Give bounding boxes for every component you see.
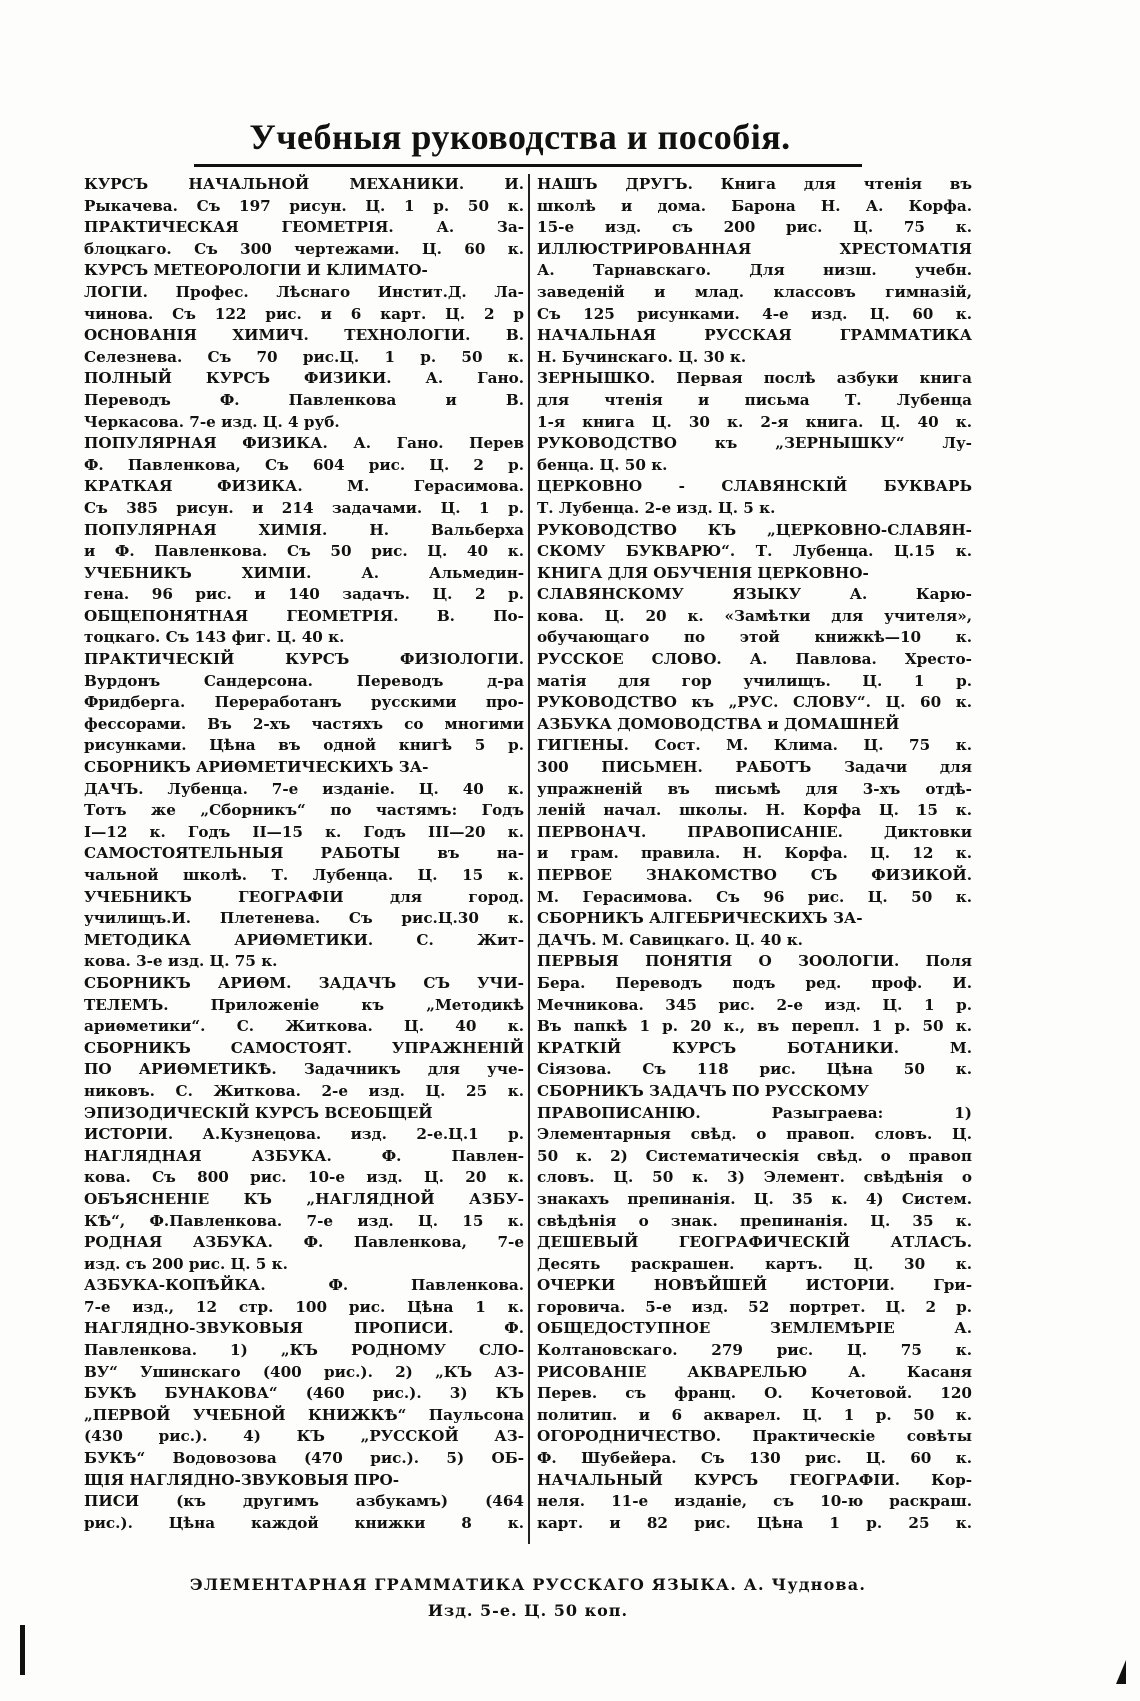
right-column-line: НАЧАЛЬНАЯ РУССКАЯ ГРАММАТИКА xyxy=(537,326,972,345)
left-column-line: НАГЛЯДНАЯ АЗБУКА. Ф. Павлен- xyxy=(84,1146,524,1165)
right-column-line: ДЕШЕВЫЙ ГЕОГРАФИЧЕСКІЙ АТЛАСЪ. xyxy=(537,1233,972,1252)
left-column-line: рис.). Цѣна каждой книжки 8 к. xyxy=(84,1513,524,1532)
right-column-line: СЛАВЯНСКОМУ ЯЗЫКУ А. Карю- xyxy=(537,585,972,604)
right-column-line: школѣ и дома. Барона Н. А. Корфа. xyxy=(537,196,972,215)
right-column-line: АЗБУКА ДОМОВОДСТВА и ДОМАШНЕЙ xyxy=(537,714,900,733)
right-column-line: кова. Ц. 20 к. «Замѣтки для учителя», xyxy=(537,606,972,625)
left-column-line: рисунками. Цѣна въ одной книгѣ 5 р. xyxy=(84,736,524,755)
left-column-line: САМОСТОЯТЕЛЬНЫЯ РАБОТЫ въ на- xyxy=(84,844,524,863)
left-column-line: ВУ“ Ушинскаго (400 рис.). 2) „КЪ АЗ- xyxy=(84,1362,524,1381)
right-column-line: Элементарныя свѣд. о правоп. словъ. Ц. xyxy=(537,1125,972,1144)
left-column-line: НАГЛЯДНО-ЗВУКОВЫЯ ПРОПИСИ. Ф. xyxy=(84,1319,524,1338)
right-column-line: словъ. Ц. 50 к. 3) Элемент. свѣдѣнія о xyxy=(537,1168,972,1187)
left-column-line: кова. Съ 800 рис. 10-е изд. Ц. 20 к. xyxy=(84,1168,524,1187)
right-column-line: заведеній и млад. классовъ гимназій, xyxy=(537,282,972,301)
left-column-line: УЧЕБНИКЪ ХИМІИ. А. Альмедин- xyxy=(84,563,524,582)
left-column-line: Фридберга. Переработанъ русскими про- xyxy=(84,693,524,712)
right-column-line: М. Герасимова. Съ 96 рис. Ц. 50 к. xyxy=(537,887,972,906)
right-column-line: Съ 125 рисунками. 4-е изд. Ц. 60 к. xyxy=(537,304,972,323)
left-column-line: КУРСЪ НАЧАЛЬНОЙ МЕХАНИКИ. И. xyxy=(84,175,524,193)
scan-corner-mark xyxy=(1116,1660,1126,1684)
left-column-line: КУРСЪ МЕТЕОРОЛОГІИ И КЛИМАТО- xyxy=(84,261,428,280)
left-column-line: фессорами. Въ 2-хъ частяхъ со многими xyxy=(84,714,524,733)
right-column-line: бенца. Ц. 50 к. xyxy=(537,455,668,474)
right-column-line: ПЕРВЫЯ ПОНЯТІЯ О ЗООЛОГІИ. Поля xyxy=(537,952,972,971)
left-column-line: ариѳметики“. С. Житкова. Ц. 40 к. xyxy=(84,1017,524,1036)
left-column-line: 7-е изд., 12 стр. 100 рис. Цѣна 1 к. xyxy=(84,1297,524,1316)
right-column-line: 300 ПИСЬМЕН. РАБОТЪ Задачи для xyxy=(537,758,972,777)
right-column-line: РУКОВОДСТВО къ „РУС. СЛОВУ“. Ц. 60 к. xyxy=(537,693,972,712)
right-column-line: СБОРНИКЪ АЛГЕБРИЧЕСКИХЪ ЗА- xyxy=(537,909,863,928)
right-column-line: неля. 11-е изданіе, съ 10-ю раскраш. xyxy=(537,1492,972,1511)
right-column-line: Т. Лубенца. 2-е изд. Ц. 5 к. xyxy=(537,498,776,517)
left-column-line: КРАТКАЯ ФИЗИКА. М. Герасимова. xyxy=(84,477,524,496)
left-column-line: МЕТОДИКА АРИѲМЕТИКИ. С. Жит- xyxy=(84,930,524,949)
right-column-line: Н. Бучинскаго. Ц. 30 к. xyxy=(537,347,747,366)
right-column-line: А. Тарнавскаго. Для низш. учебн. xyxy=(537,261,972,280)
left-column-line: ПРАКТИЧЕСКІЙ КУРСЪ ФИЗІОЛОГІИ. xyxy=(84,650,524,669)
right-column-line: РУССКОЕ СЛОВО. А. Павлова. Хресто- xyxy=(537,650,972,669)
left-column-line: Переводъ Ф. Павленкова и В. xyxy=(84,390,524,409)
right-column-line: ИЛЛЮСТРИРОВАННАЯ ХРЕСТОМАТІЯ xyxy=(537,239,972,258)
left-column-line: ИСТОРІИ. А.Кузнецова. изд. 2-е.Ц.1 р. xyxy=(84,1125,524,1144)
column-divider xyxy=(528,174,530,1544)
right-column-line: Колтановскаго. 279 рис. Ц. 75 к. xyxy=(537,1341,972,1360)
right-column-line: Въ папкѣ 1 р. 20 к., въ перепл. 1 р. 50 к. xyxy=(537,1017,972,1036)
left-column-line: СБОРНИКЪ АРИѲМ. ЗАДАЧЪ СЪ УЧИ- xyxy=(84,973,524,992)
right-column-line: НАШЪ ДРУГЪ. Книга для чтенія въ xyxy=(537,175,972,193)
right-column-line: Мечникова. 345 рис. 2-е изд. Ц. 1 р. xyxy=(537,995,972,1014)
right-column-line: ПЕРВОНАЧ. ПРАВОПИСАНІЕ. Диктовки xyxy=(537,822,972,841)
right-column-line: ЗЕРНЫШКО. Первая послѣ азбуки книга xyxy=(537,369,972,388)
left-column-line: РОДНАЯ АЗБУКА. Ф. Павленкова, 7-е xyxy=(84,1233,524,1252)
right-column-line: 15-е изд. съ 200 рис. Ц. 75 к. xyxy=(537,218,972,237)
left-column-line: І—12 к. Годъ ІІ—15 к. Годъ ІІІ—20 к. xyxy=(84,822,524,841)
right-column-line: 1-я книга Ц. 30 к. 2-я книга. Ц. 40 к. xyxy=(537,412,972,431)
right-column-line: КРАТКІЙ КУРСЪ БОТАНИКИ. М. xyxy=(537,1038,972,1057)
left-column-line: Съ 385 рисун. и 214 задачами. Ц. 1 р. xyxy=(84,498,524,517)
left-column-line: СБОРНИКЪ САМОСТОЯТ. УПРАЖНЕНІЙ xyxy=(84,1038,524,1057)
left-column-line: Рыкачева. Съ 197 рисун. Ц. 1 р. 50 к. xyxy=(84,196,524,215)
right-column-line: Сіязова. Съ 118 рис. Цѣна 50 к. xyxy=(537,1060,972,1079)
right-column-line: матія для гор училищъ. Ц. 1 р. xyxy=(537,671,972,690)
scan-edge-mark xyxy=(20,1625,25,1675)
left-column-line: и Ф. Павленкова. Съ 50 рис. Ц. 40 к. xyxy=(84,542,524,561)
heading-underline xyxy=(194,164,862,167)
right-column-line: КНИГА ДЛЯ ОБУЧЕНІЯ ЦЕРКОВНО- xyxy=(537,563,869,582)
left-column-line: ЛОГІИ. Профес. Лѣснаго Инстит.Д. Ла- xyxy=(84,282,524,301)
right-column-line: леній начал. школы. Н. Корфа Ц. 15 к. xyxy=(537,801,972,820)
right-column-line: ДАЧЪ. М. Савицкаго. Ц. 40 к. xyxy=(537,930,803,949)
left-column-line: ПРАКТИЧЕСКАЯ ГЕОМЕТРІЯ. А. За- xyxy=(84,218,524,237)
left-column-line: Ф. Павленкова, Съ 604 рис. Ц. 2 р. xyxy=(84,455,524,474)
right-column-line: РУКОВОДСТВО КЪ „ЦЕРКОВНО-СЛАВЯН- xyxy=(537,520,972,539)
left-column-line: ЩІЯ НАГЛЯДНО-ЗВУКОВЫЯ ПРО- xyxy=(84,1470,400,1489)
left-column-line: чинова. Съ 122 рис. и 6 карт. Ц. 2 р xyxy=(84,304,524,323)
right-column-line: Перев. съ франц. О. Кочетовой. 120 xyxy=(537,1384,972,1403)
right-column-line: ОГОРОДНИЧЕСТВО. Практическіе совѣты xyxy=(537,1427,972,1446)
right-column-line: обучающаго по этой книжкѣ—10 к. xyxy=(537,628,972,647)
left-column-line: гена. 96 рис. и 140 задачъ. Ц. 2 р. xyxy=(84,585,524,604)
right-column-line: Ф. Шубейера. Съ 130 рис. Ц. 60 к. xyxy=(537,1449,972,1468)
left-column-line: СБОРНИКЪ АРИѲМЕТИЧЕСКИХЪ ЗА- xyxy=(84,758,429,777)
left-column-line: кова. 3-е изд. Ц. 75 к. xyxy=(84,952,278,971)
left-column-line: ДАЧЪ. Лубенца. 7-е изданіе. Ц. 40 к. xyxy=(84,779,524,798)
left-column-line: Тотъ же „Сборникъ“ по частямъ: Годъ xyxy=(84,801,524,820)
left-column-line: Павленкова. 1) „КЪ РОДНОМУ СЛО- xyxy=(84,1341,524,1360)
right-column-line: СКОМУ БУКВАРЮ“. Т. Лубенца. Ц.15 к. xyxy=(537,542,972,561)
left-column-line: блоцкаго. Съ 300 чертежами. Ц. 60 к. xyxy=(84,239,524,258)
left-column-line: училищъ.И. Плетенева. Съ рис.Ц.30 к. xyxy=(84,909,524,928)
left-column-line: ОБЩЕПОНЯТНАЯ ГЕОМЕТРІЯ. В. По- xyxy=(84,606,524,625)
right-column xyxy=(537,174,972,1534)
left-column-line: „ПЕРВОЙ УЧЕБНОЙ КНИЖКѢ“ Паульсона xyxy=(84,1405,524,1424)
footer-price: Изд. 5-е. Ц. 50 коп. xyxy=(427,1601,629,1620)
left-column-line: БУКѢ БУНАКОВА“ (460 рис.). 3) КЪ xyxy=(84,1384,524,1403)
right-column-line: и грам. правила. Н. Корфа. Ц. 12 к. xyxy=(537,844,972,863)
right-column-line: ПЕРВОЕ ЗНАКОМСТВО СЪ ФИЗИКОЙ. xyxy=(537,866,972,884)
left-column-line: чальной школѣ. Т. Лубенца. Ц. 15 к. xyxy=(84,866,524,884)
left-column-line: никовъ. С. Житкова. 2-е изд. Ц. 25 к. xyxy=(84,1081,524,1100)
left-column-line: АЗБУКА-КОПѢЙКА. Ф. Павленкова. xyxy=(84,1276,524,1295)
right-column-line: НАЧАЛЬНЫЙ КУРСЪ ГЕОГРАФІИ. Кор- xyxy=(537,1470,972,1489)
right-column-line: горовича. 5-е изд. 52 портрет. Ц. 2 р. xyxy=(537,1297,972,1316)
right-column-line: РУКОВОДСТВО къ „ЗЕРНЫШКУ“ Лу- xyxy=(537,434,972,453)
left-column-line: ПОПУЛЯРНАЯ ФИЗИКА. А. Гано. Перев xyxy=(84,434,524,453)
right-column-line: ГИГІЕНЫ. Сост. М. Клима. Ц. 75 к. xyxy=(537,736,972,755)
right-column-line: знакахъ препинанія. Ц. 35 к. 4) Систем. xyxy=(537,1189,972,1208)
left-column-line: ОБЪЯСНЕНІЕ КЪ „НАГЛЯДНОЙ АЗБУ- xyxy=(84,1189,524,1208)
right-column-line: Десять раскрашен. картъ. Ц. 30 к. xyxy=(537,1254,972,1273)
right-column-line: ЦЕРКОВНО - СЛАВЯНСКІЙ БУКВАРЬ xyxy=(537,477,972,496)
page-heading: Учебныя руководства и пособія. xyxy=(249,117,791,157)
right-column-line: свѣдѣнія о знак. препинанія. Ц. 35 к. xyxy=(537,1211,972,1230)
left-column-line: ТЕЛЕМЪ. Приложеніе къ „Методикѣ xyxy=(84,995,524,1014)
right-column-line: РИСОВАНІЕ АКВАРЕЛЬЮ А. Касаня xyxy=(537,1362,972,1381)
left-column-line: БУКѢ“ Водовозова (470 рис.). 5) ОБ- xyxy=(84,1449,524,1468)
left-column-line: Вурдонъ Сандерсона. Переводъ д-ра xyxy=(84,671,524,690)
right-column-line: упражненій въ письмѣ для 3-хъ отдѣ- xyxy=(537,779,972,798)
right-column-line: политип. и 6 акварел. Ц. 1 р. 50 к. xyxy=(537,1405,972,1424)
right-column-line: карт. и 82 рис. Цѣна 1 р. 25 к. xyxy=(537,1513,972,1532)
left-column-line: УЧЕБНИКЪ ГЕОГРАФІИ для город. xyxy=(84,887,524,906)
right-column-line: ОБЩЕДОСТУПНОЕ ЗЕМЛЕМѢРІЕ А. xyxy=(537,1319,972,1338)
left-column-line: ПО АРИѲМЕТИКѢ. Задачникъ для уче- xyxy=(84,1060,524,1079)
right-column-line: ОЧЕРКИ НОВѢЙШЕЙ ИСТОРІИ. Гри- xyxy=(537,1276,972,1295)
left-column-line: Селезнева. Съ 70 рис.Ц. 1 р. 50 к. xyxy=(84,347,524,366)
left-column-line: ОСНОВАНІЯ ХИМИЧ. ТЕХНОЛОГІИ. В. xyxy=(84,326,524,345)
right-column-line: для чтенія и письма Т. Лубенца xyxy=(537,390,972,409)
left-column-line: Черкасова. 7-е изд. Ц. 4 руб. xyxy=(84,412,340,431)
right-column-line: Бера. Переводъ подъ ред. проф. И. xyxy=(537,973,972,992)
left-column-line: ПИСИ (къ другимъ азбукамъ) (464 xyxy=(84,1492,524,1511)
left-column-line: тоцкаго. Съ 143 фиг. Ц. 40 к. xyxy=(84,628,345,647)
left-column xyxy=(84,174,524,1534)
left-column-line: ПОЛНЫЙ КУРСЪ ФИЗИКИ. А. Гано. xyxy=(84,369,524,388)
left-column-line: (430 рис.). 4) КЪ „РУССКОЙ АЗ- xyxy=(84,1427,524,1446)
right-column-line: СБОРНИКЪ ЗАДАЧЪ ПО РУССКОМУ xyxy=(537,1081,869,1100)
right-column-line: ПРАВОПИСАНІЮ. Разыграева: 1) xyxy=(537,1103,972,1122)
left-column-line: ЭПИЗОДИЧЕСКІЙ КУРСЪ ВСЕОБЩЕЙ xyxy=(84,1103,433,1122)
left-column-line: ПОПУЛЯРНАЯ ХИМІЯ. Н. Вальберха xyxy=(84,520,524,539)
left-column-line: КѢ“, Ф.Павленкова. 7-е изд. Ц. 15 к. xyxy=(84,1211,524,1230)
right-column-line: 50 к. 2) Систематическія свѣд. о правоп xyxy=(537,1146,972,1165)
footer-title: ЭЛЕМЕНТАРНАЯ ГРАММАТИКА РУССКАГО ЯЗЫКА. А. Чуднова. xyxy=(189,1575,867,1594)
left-column-line: изд. съ 200 рис. Ц. 5 к. xyxy=(84,1254,288,1273)
